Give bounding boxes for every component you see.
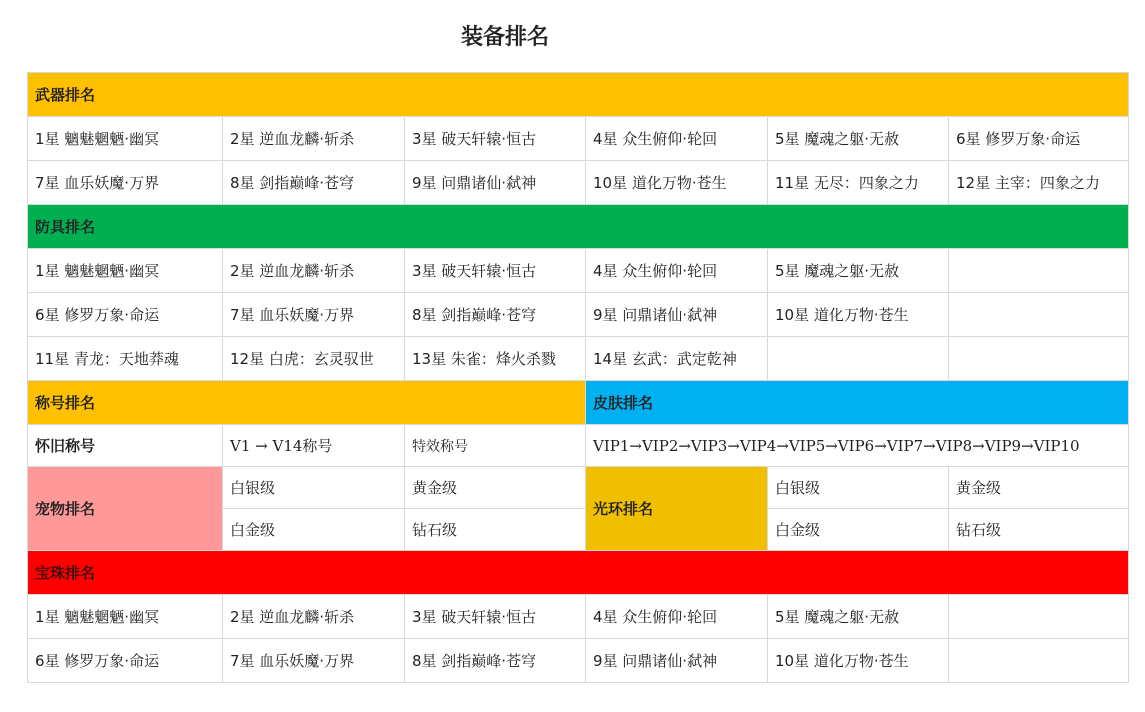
vip-chain-cell: VIP1→VIP2→VIP3→VIP4→VIP5→VIP6→VIP7→VIP8→VIP9→VIP10 (586, 425, 1129, 467)
pearl-rank-cell: 1星 魑魅魍魉·幽冥 (28, 595, 223, 639)
title-skin-header-row (28, 381, 1129, 425)
weapon-rank-cell: 5星 魔魂之躯·无赦 (768, 117, 949, 161)
pearl-rank-cell: 3星 破天轩辕·恒古 (405, 595, 586, 639)
pet-tier-cell: 黄金级 (405, 467, 586, 509)
table-row (28, 293, 1129, 337)
armor-rank-cell: 2星 逆血龙麟·斩杀 (223, 249, 405, 293)
pearl-rank-cell: 2星 逆血龙麟·斩杀 (223, 595, 405, 639)
pearl-rank-cell: 6星 修罗万象·命运 (28, 639, 223, 683)
weapon-section-header: 武器排名 (28, 73, 1129, 117)
armor-rank-cell: 4星 众生俯仰·轮回 (586, 249, 768, 293)
weapon-rank-cell: 11星 无尽：四象之力 (768, 161, 949, 205)
pearl-rank-cell: 8星 剑指巅峰·苍穹 (405, 639, 586, 683)
pearl-rank-cell: 7星 血乐妖魔·万界 (223, 639, 405, 683)
pearl-rank-cell: 10星 道化万物·苍生 (768, 639, 949, 683)
pet-section-header: 宠物排名 (28, 467, 223, 551)
table-row (28, 249, 1129, 293)
aura-tier-cell: 黄金级 (949, 467, 1129, 509)
empty-cell (768, 337, 949, 381)
nostalgia-title-label: 怀旧称号 (28, 425, 223, 467)
armor-rank-cell: 3星 破天轩辕·恒古 (405, 249, 586, 293)
table-row (28, 337, 1129, 381)
aura-tier-cell: 白银级 (768, 467, 949, 509)
aura-tier-cell: 白金级 (768, 509, 949, 551)
pearl-rank-cell: 9星 问鼎诸仙·弑神 (586, 639, 768, 683)
pearl-rank-cell: 4星 众生俯仰·轮回 (586, 595, 768, 639)
pearl-section-header-row (28, 551, 1129, 595)
pet-tier-cell: 白银级 (223, 467, 405, 509)
armor-rank-cell: 5星 魔魂之躯·无赦 (768, 249, 949, 293)
weapon-rank-cell: 7星 血乐妖魔·万界 (28, 161, 223, 205)
armor-rank-cell: 8星 剑指巅峰·苍穹 (405, 293, 586, 337)
page-title: 装备排名 (460, 25, 549, 50)
weapon-rank-cell: 6星 修罗万象·命运 (949, 117, 1129, 161)
aura-tier-cell: 钻石级 (949, 509, 1129, 551)
pearl-section-header: 宝珠排名 (28, 551, 1129, 595)
empty-cell (949, 249, 1129, 293)
empty-cell (949, 595, 1129, 639)
armor-rank-cell: 12星 白虎：玄灵驭世 (223, 337, 405, 381)
weapon-section-header-row (28, 73, 1129, 117)
armor-rank-cell: 14星 玄武：武定乾神 (586, 337, 768, 381)
pearl-rank-cell: 5星 魔魂之躯·无赦 (768, 595, 949, 639)
table-row (28, 595, 1129, 639)
weapon-rank-cell: 3星 破天轩辕·恒古 (405, 117, 586, 161)
weapon-rank-cell: 12星 主宰：四象之力 (949, 161, 1129, 205)
weapon-rank-cell: 10星 道化万物·苍生 (586, 161, 768, 205)
skin-section-header: 皮肤排名 (586, 381, 1129, 425)
weapon-rank-cell: 1星 魑魅魍魉·幽冥 (28, 117, 223, 161)
aura-section-header: 光环排名 (586, 467, 768, 551)
weapon-rank-cell: 8星 剑指巅峰·苍穹 (223, 161, 405, 205)
empty-cell (949, 639, 1129, 683)
pet-tier-cell: 钻石级 (405, 509, 586, 551)
title-section-header: 称号排名 (28, 381, 586, 425)
weapon-rank-cell: 4星 众生俯仰·轮回 (586, 117, 768, 161)
armor-rank-cell: 11星 青龙：天地莽魂 (28, 337, 223, 381)
armor-rank-cell: 6星 修罗万象·命运 (28, 293, 223, 337)
equipment-ranking-table (27, 72, 1129, 683)
title-range-cell: V1 → V14称号 (223, 425, 405, 467)
armor-rank-cell: 9星 问鼎诸仙·弑神 (586, 293, 768, 337)
armor-rank-cell: 7星 血乐妖魔·万界 (223, 293, 405, 337)
special-title-cell: 特效称号 (405, 425, 586, 467)
pet-tier-cell: 白金级 (223, 509, 405, 551)
armor-rank-cell: 10星 道化万物·苍生 (768, 293, 949, 337)
empty-cell (949, 293, 1129, 337)
weapon-rank-cell: 9星 问鼎诸仙·弑神 (405, 161, 586, 205)
weapon-rank-cell: 2星 逆血龙麟·斩杀 (223, 117, 405, 161)
table-row (28, 467, 1129, 509)
armor-rank-cell: 13星 朱雀：烽火杀戮 (405, 337, 586, 381)
empty-cell (949, 337, 1129, 381)
armor-section-header: 防具排名 (28, 205, 1129, 249)
table-row (28, 425, 1129, 467)
armor-section-header-row (28, 205, 1129, 249)
table-row (28, 161, 1129, 205)
table-row (28, 639, 1129, 683)
table-row (28, 117, 1129, 161)
armor-rank-cell: 1星 魑魅魍魉·幽冥 (28, 249, 223, 293)
